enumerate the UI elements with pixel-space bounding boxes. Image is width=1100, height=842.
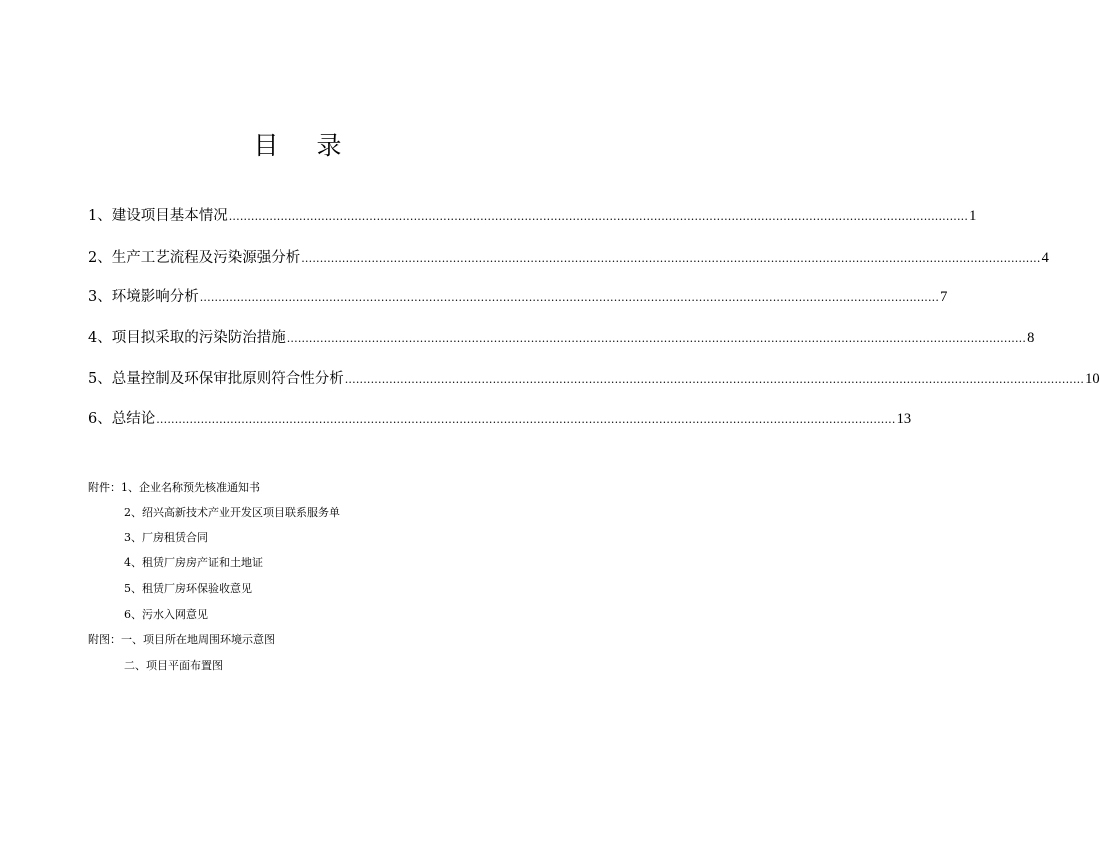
toc-entry-number: 1、: [88, 208, 112, 224]
appendix-item-5: 5、租赁厂房环保验收意见: [124, 582, 252, 595]
toc-leader-dots: ........................................................................................................................................................................................................: [156, 413, 896, 426]
toc-leader-dots: ........................................................................................................................................................................................................: [199, 291, 940, 304]
appendix-item: 1、企业名称预先核准通知书: [121, 481, 260, 494]
figure-item: 一、项目所在地周围环境示意图: [121, 633, 275, 646]
title-char-2: 录: [316, 131, 342, 160]
toc-entry-3[interactable]: [88, 287, 948, 308]
toc-leader-dots: ........................................................................................................................................................................................................: [286, 332, 1027, 345]
toc-entry-page: 4: [1041, 250, 1049, 266]
toc-entry-label: 总结论: [111, 411, 156, 427]
toc-entry-page: 1: [969, 208, 977, 224]
toc-entry-1[interactable]: [88, 206, 977, 227]
toc-entry-label: 建设项目基本情况: [111, 208, 228, 224]
toc-entry-number: 4、: [88, 330, 112, 346]
appendix-item-3: 3、厂房租赁合同: [124, 531, 208, 544]
figure-item-2: 二、项目平面布置图: [124, 659, 223, 672]
toc-entry-label: 总量控制及环保审批原则符合性分析: [111, 371, 344, 387]
appendix-heading: 附件：: [88, 481, 121, 494]
appendix-item-4: 4、租赁厂房房产证和土地证: [124, 556, 263, 569]
appendix-item-6: 6、污水入网意见: [124, 608, 208, 621]
toc-entry-2[interactable]: [88, 248, 1049, 269]
toc-entry-number: 3、: [88, 289, 112, 305]
toc-entry-number: 2、: [88, 250, 112, 266]
toc-entry-page: 13: [896, 411, 912, 427]
toc-entry-page: 8: [1027, 330, 1035, 346]
toc-entry-label: 项目拟采取的污染防治措施: [111, 330, 286, 346]
appendix-item-2: 2、绍兴高新技术产业开发区项目联系服务单: [124, 506, 340, 519]
figures-line-1: [88, 632, 275, 648]
toc-entry-page: 7: [940, 289, 948, 305]
toc-entry-number: 6、: [88, 411, 112, 427]
figures-heading: 附图：: [88, 633, 121, 646]
toc-entry-label: 生产工艺流程及污染源强分析: [111, 250, 301, 266]
toc-entry-6[interactable]: [88, 409, 912, 430]
title-char-1: 目: [253, 131, 279, 160]
toc-entry-number: 5、: [88, 371, 112, 387]
toc-entry-5[interactable]: [88, 369, 1100, 390]
toc-entry-page: 10: [1085, 371, 1100, 387]
page-title: [0, 129, 595, 163]
toc-entry-label: 环境影响分析: [111, 289, 199, 305]
toc-leader-dots: ........................................................................................................................................................................................................: [344, 373, 1085, 386]
appendix-line-1: [88, 480, 260, 496]
toc-leader-dots: ........................................................................................................................................................................................................: [301, 252, 1041, 265]
toc-entry-4[interactable]: [88, 328, 1035, 349]
toc-leader-dots: ........................................................................................................................................................................................................: [228, 210, 969, 223]
